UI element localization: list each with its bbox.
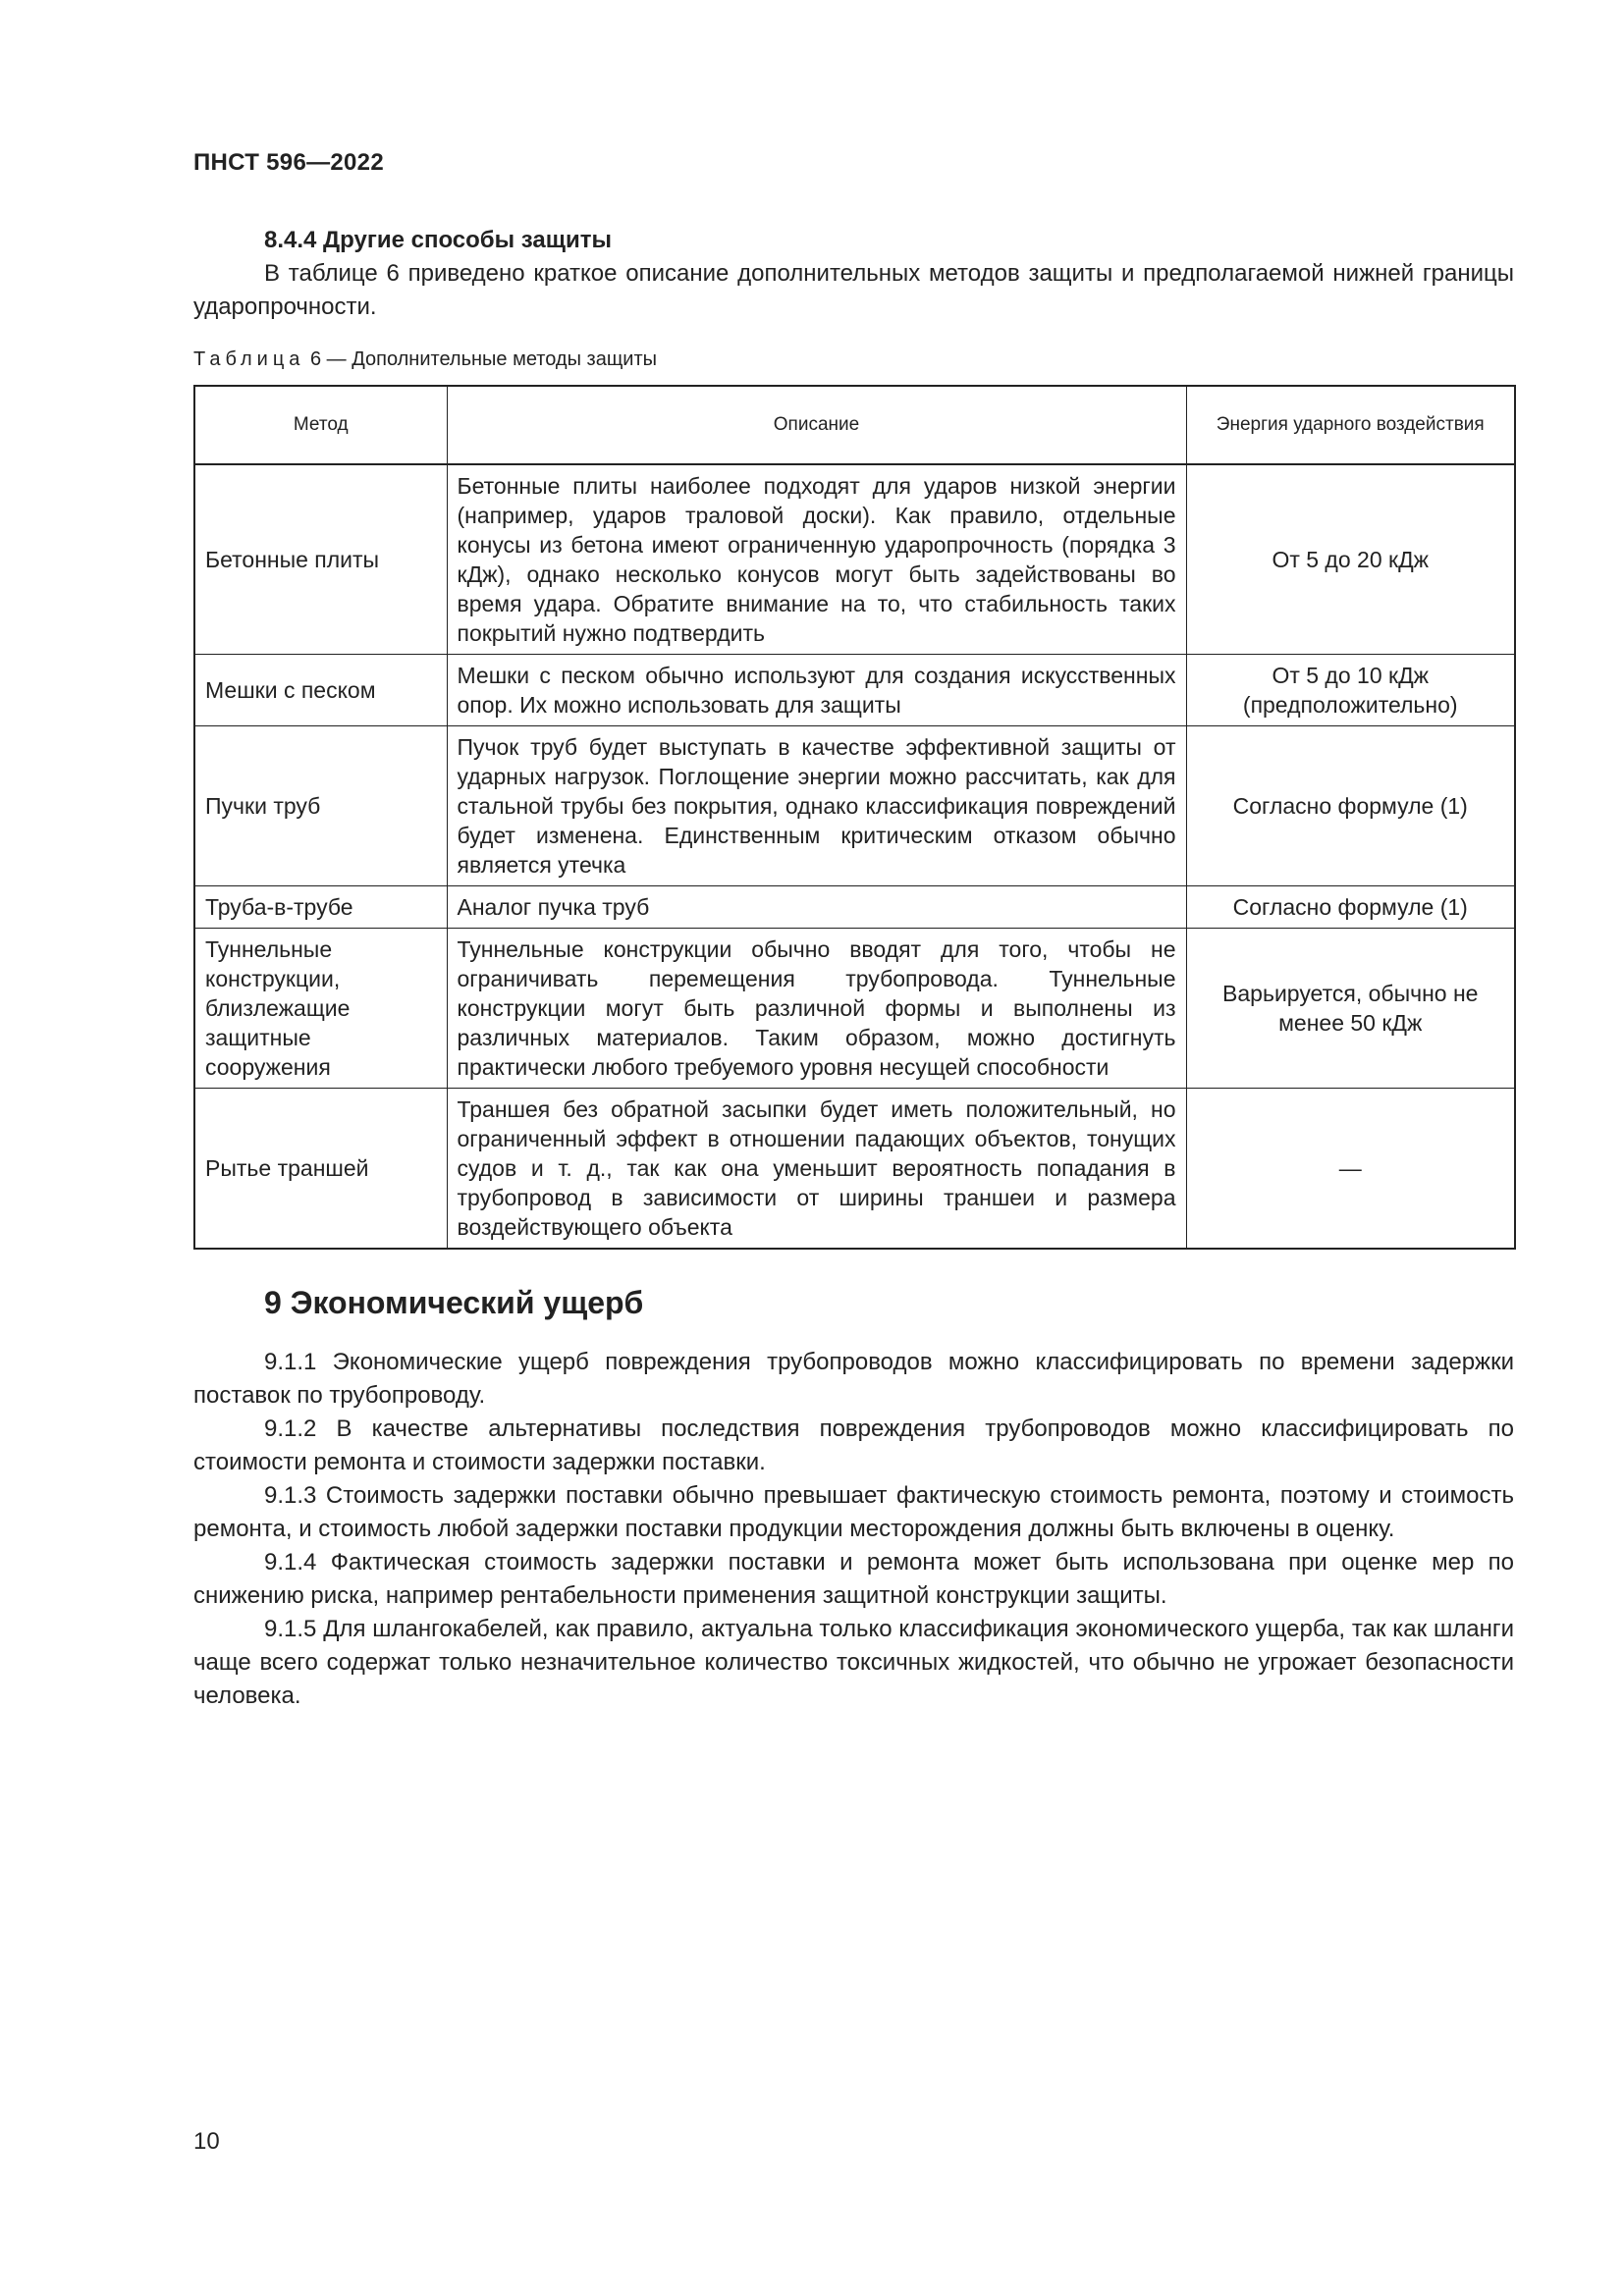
cell-energy: От 5 до 10 кДж (предположительно): [1186, 655, 1515, 726]
cell-description: Траншея без обратной засыпки будет иметь положительный, но ограниченный эффект в отношении падающих объектов, тонущих судов и т. д., так как она уменьшит вероятность попадания в трубопровод в зависимости от ширины траншеи и размера воздействующего объекта: [447, 1089, 1186, 1250]
cell-description: Пучок труб будет выступать в качестве эффективной защиты от ударных нагрузок. Поглощение энергии можно рассчитать, как для стальной трубы без покрытия, однако классификация повреждений будет изменена. Единственным критическим отказом обычно является утечка: [447, 726, 1186, 886]
cell-energy: Согласно формуле (1): [1186, 726, 1515, 886]
page-number: 10: [193, 2128, 220, 2155]
paragraph-9-1-3: 9.1.3 Стоимость задержки поставки обычно превышает фактическую стоимость ремонта, поэтому и стоимость ремонта, и стоимость любой задержки поставки продукции месторождения должны быть включены в оценку.: [193, 1482, 1514, 1542]
paragraph-9-1-4: 9.1.4 Фактическая стоимость задержки поставки и ремонта может быть использована при оценке мер по снижению риска, например рентабельности применения защитной конструкции защиты.: [193, 1549, 1514, 1609]
section-9-title: 9 Экономический ущерб: [264, 1285, 644, 1320]
table-row: [194, 726, 1515, 886]
table-row: [194, 929, 1515, 1089]
cell-method: Рытье траншей: [194, 1089, 447, 1250]
cell-description: Мешки с песком обычно используют для создания искусственных опор. Их можно использовать для защиты: [447, 655, 1186, 726]
header-energy: Энергия ударного воздействия: [1186, 386, 1515, 464]
table-row: [194, 1089, 1515, 1250]
cell-energy: От 5 до 20 кДж: [1186, 464, 1515, 655]
protection-methods-table: [193, 385, 1516, 1250]
table-row: [194, 655, 1515, 726]
table-caption: [193, 346, 1514, 373]
document-id-header: ПНСТ 596—2022: [193, 149, 384, 176]
table-row: [194, 464, 1515, 655]
cell-energy: —: [1186, 1089, 1515, 1250]
header-description: Описание: [447, 386, 1186, 464]
header-method: Метод: [194, 386, 447, 464]
table-caption-text: 6 — Дополнительные методы защиты: [304, 348, 657, 370]
cell-method: Мешки с песком: [194, 655, 447, 726]
cell-method: Бетонные плиты: [194, 464, 447, 655]
cell-method: Туннельные конструкции, близлежащие защитные сооружения: [194, 929, 447, 1089]
cell-method: Труба-в-трубе: [194, 886, 447, 929]
paragraph-9-1-5: 9.1.5 Для шлангокабелей, как правило, актуальна только классификация экономического ущерба, так как шланги чаще всего содержат только незначительное количество токсичных жидкостей, что обычно не угрожает безопасности человека.: [193, 1616, 1514, 1709]
table-row: [194, 886, 1515, 929]
subsection-title: 8.4.4 Другие способы защиты: [264, 227, 612, 253]
subsection-intro: В таблице 6 приведено краткое описание дополнительных методов защиты и предполагаемой нижней границы ударопрочности.: [193, 260, 1514, 320]
paragraph-9-1-2: 9.1.2 В качестве альтернативы последствия повреждения трубопроводов можно классифицировать по стоимости ремонта и стоимости задержки поставки.: [193, 1415, 1514, 1475]
table-caption-label: Таблица: [193, 348, 305, 370]
table-header-row: [194, 386, 1515, 464]
cell-description: Туннельные конструкции обычно вводят для того, чтобы не ограничивать перемещения трубопровода. Туннельные конструкции могут быть различной формы и выполнены из различных материалов. Таким образом, можно достигнуть практически любого требуемого уровня несущей способности: [447, 929, 1186, 1089]
cell-description: Бетонные плиты наиболее подходят для ударов низкой энергии (например, ударов траловой доски). Как правило, отдельные конусы из бетона имеют ограниченную ударопрочность (порядка 3 кДж), однако несколько конусов могут быть задействованы во время удара. Обратите внимание на то, что стабильность таких покрытий нужно подтвердить: [447, 464, 1186, 655]
page-content: [193, 224, 1514, 1713]
cell-method: Пучки труб: [194, 726, 447, 886]
paragraph-9-1-1: 9.1.1 Экономические ущерб повреждения трубопроводов можно классифицировать по времени задержки поставок по трубопроводу.: [193, 1349, 1514, 1409]
cell-description: Аналог пучка труб: [447, 886, 1186, 929]
cell-energy: Согласно формуле (1): [1186, 886, 1515, 929]
cell-energy: Варьируется, обычно не менее 50 кДж: [1186, 929, 1515, 1089]
